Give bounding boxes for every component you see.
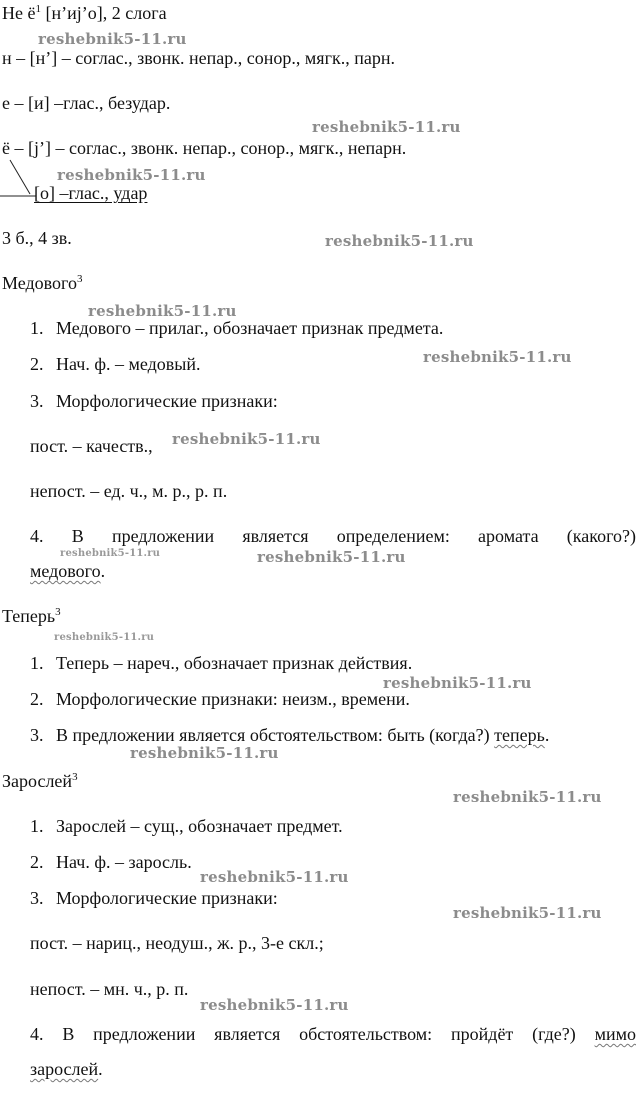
item-text: Зарослей – сущ., обозначает предмет. [56,816,343,836]
item-text: Нач. ф. – заросль. [56,852,192,872]
heading-word: Теперь [2,606,56,626]
heading-sup: 3 [77,273,83,285]
title-word: Не ё [2,3,36,23]
medovogo-const: пост. – качеств., [30,436,153,456]
item-text: Теперь – нареч., обозначает признак действия. [56,653,413,673]
medovogo-item-4-line-1: 4. В предложении является определением: аромата (какого?) [30,526,636,546]
item-text: Нач. ф. – медовый. [56,354,201,374]
heading-word: Зарослей [2,771,73,791]
item-number: 1. [30,653,44,673]
item-number: 1. [30,318,44,338]
period: . [544,725,550,745]
watermark: reshebnik5-11.ru [57,166,206,184]
medovogo-item-2 [30,353,201,375]
watermark: reshebnik5-11.ru [453,788,602,806]
underlined-word: зарослей [30,1059,99,1079]
watermark: reshebnik5-11.ru [54,632,155,643]
teper-item-2 [30,688,410,710]
phonetic-row-n: н – [н’] – соглас., звонк. непар., сонор., мягк., парн. [2,48,395,68]
phonetic-title [2,2,167,24]
watermark: reshebnik5-11.ru [423,348,572,366]
zarosley-const: пост. – нариц., неодуш., ж. р., 3-е скл.; [30,933,324,953]
item-text: Морфологические признаки: [56,391,278,411]
watermark: reshebnik5-11.ru [312,118,461,136]
item-text: Медового – прилаг., обозначает признак предмета. [56,318,444,338]
item-number: 1. [30,816,44,836]
title-rest: [н’иj’о], 2 слога [40,3,167,23]
watermark: reshebnik5-11.ru [453,904,602,922]
zarosley-item-4-line-1 [30,1023,636,1045]
watermark: reshebnik5-11.ru [60,548,161,559]
item-number: 3. [30,391,44,411]
watermark: reshebnik5-11.ru [325,232,474,250]
medovogo-nonconst: непост. – ед. ч., м. р., р. п. [30,481,228,501]
medovogo-item-3 [30,390,278,412]
zarosley-item-1 [30,815,343,837]
teper-item-3 [30,724,549,746]
watermark: reshebnik5-11.ru [200,996,349,1014]
item-number: 3. [30,725,44,745]
item-text: В предложении является обстоятельством: быть (когда?) [56,725,495,745]
underlined-word: медового [30,561,101,581]
heading-word: Медового [2,273,77,293]
heading-sup: 3 [72,771,78,783]
heading-sup: 3 [55,606,61,618]
watermark: reshebnik5-11.ru [172,430,321,448]
phonetic-row-yo: ё – [j’] – соглас., звонк. непар., сонор., мягк., непарн. [2,138,407,158]
period: . [98,1059,103,1079]
watermark: reshebnik5-11.ru [130,744,279,762]
underlined-word: мимо [594,1024,636,1044]
zarosley-nonconst: непост. – мн. ч., р. п. [30,979,189,999]
period: . [100,561,106,581]
item-text: Морфологические признаки: [56,888,278,908]
underlined-word: теперь [494,725,545,745]
medovogo-item-4-line-2 [30,560,105,582]
item-number: 2. [30,852,44,872]
medovogo-item-1 [30,317,443,339]
item-text: 4. В предложении является обстоятельством: пройдёт (где?) [30,1024,595,1044]
heading-zarosley [2,770,78,792]
item-number: 3. [30,888,44,908]
row-o-text: [о] –глас., удар [34,183,148,203]
zarosley-item-3 [30,887,278,909]
zarosley-item-4-line-2 [30,1058,103,1080]
teper-item-1 [30,652,412,674]
zarosley-item-2 [30,851,192,873]
watermark: reshebnik5-11.ru [383,674,532,692]
title-sup: 1 [35,3,41,15]
item-number: 2. [30,689,44,709]
watermark: reshebnik5-11.ru [38,30,187,48]
phonetic-summary: 3 б., 4 зв. [2,228,72,248]
watermark: reshebnik5-11.ru [200,868,349,886]
heading-teper [2,605,61,627]
item-number: 2. [30,354,44,374]
item-text: Морфологические признаки: неизм., времени. [56,689,410,709]
phonetic-row-o [34,182,147,204]
phonetic-row-e: е – [и] –глас., безудар. [2,93,171,113]
watermark: reshebnik5-11.ru [88,302,237,320]
watermark: reshebnik5-11.ru [257,548,406,566]
heading-medovogo [2,272,83,294]
